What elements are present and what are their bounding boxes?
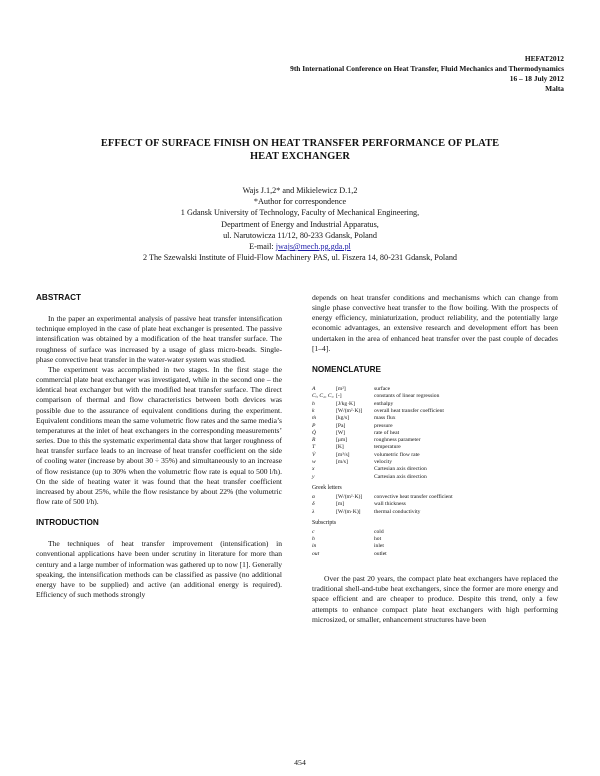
nomenclature-symbol: h [312,536,315,543]
nomenclature-symbol: y [312,473,315,480]
nomenclature-table [312,386,444,481]
nomenclature-unit: [W/(m²·K)] [336,407,363,414]
nomenclature-symbol: x [312,466,315,473]
nomenclature-unit: [m/s] [336,459,348,466]
nomenclature-row [312,423,444,430]
page-number: 454 [294,758,306,767]
nomenclature-description: thermal conductivity [374,508,421,515]
nomenclature-row [312,536,387,543]
nomenclature-row [312,529,387,536]
nomenclature-row [312,551,387,558]
nomenclature-row [312,401,444,408]
nomenclature-unit: [K] [336,444,344,451]
abstract-paragraph-2: The experiment was accomplished in two stages. In the first stage the commercial plate heat exchanger was investigated, while in the second one – the identical heat exchanger but with the modified heat transfer surface. The direct comparison of thermal and flow characteristics between both devices was possible due to the assurance of equivalent conditions during the experiment. Equivalent conditions mean the same volumetric flow rates and the same media’s temperatures at the inlet of heat exchangers in the corresponding measurements’ series. Due to this the systematic experimental data show that larger roughness of heat transfer surface leads to an increase of heat transfer coefficient on the side of cooling water (increase by about 30 ÷ 35%) and simultaneously to an increase of flow resistance (up to 30% when the volumetric flow rate is equal to 500 l/h). On the side of heating water it was found that the heat transfer coefficient increased by about 25%, while the flow resistance by about 22% (the volumetric flow rate of 500 l/h). [36,364,282,506]
left-column [36,293,282,600]
nomenclature-symbol: α [312,493,315,500]
nomenclature-unit [336,543,374,550]
nomenclature-symbol: V̇ [312,451,316,458]
nomenclature-symbol: c [312,528,315,535]
nomenclature-symbol: λ [312,508,315,515]
nomenclature-row [312,430,444,437]
nomenclature-row [312,393,444,400]
nomenclature-unit: [Pa] [336,422,346,429]
nomenclature-unit [336,466,374,473]
nomenclature-unit: [m²] [336,386,346,393]
affiliation-1: 1 Gdansk University of Technology, Faculty of Mechanical Engineering, [180,208,420,218]
nomenclature-symbol: k [312,407,315,414]
nomenclature-row [312,474,444,481]
nomenclature-description: roughness parameter [374,437,421,444]
conference-name: 9th International Conference on Heat Transfer, Fluid Mechanics and Thermodynamics [290,64,564,73]
nomenclature-description: rate of heat [374,429,400,436]
greek-letters-heading: Greek letters [312,484,342,491]
nomenclature-description: mass flux [374,415,396,422]
nomenclature-symbol: Q̇ [312,429,317,436]
nomenclature-unit: [μm] [336,437,348,444]
nomenclature-unit: [m] [336,501,345,508]
abstract-heading: ABSTRACT [36,293,82,302]
nomenclature-symbol: in [312,543,317,550]
nomenclature-unit [336,536,374,543]
nomenclature-description: enthalpy [374,400,394,407]
nomenclature-description: convective heat transfer coefficient [374,493,453,500]
nomenclature-unit [336,474,374,481]
author-block [60,185,540,263]
nomenclature-description: Cartesian axis direction [374,466,427,473]
conference-header [290,54,564,94]
abstract-paragraph-1: In the paper an experimental analysis of passive heat transfer intensification technique employed in the case of plate heat exchanger is presented. The passive intensification was obtained by a modification of the heat transfer surface. The roughness of surface was increased by a usage of glass micro-beads. Single-phase convective heat transfer in the water-water system was studied. [36,314,282,364]
nomenclature-unit: [W/(m·K)] [336,508,361,515]
nomenclature-unit: [W/(m²·K)] [336,493,363,500]
paper-title [60,137,540,163]
nomenclature-unit: [J/kg·K] [336,400,355,407]
conference-code: HEFAT2012 [524,54,564,63]
nomenclature-unit [336,551,374,558]
nomenclature-description: temperature [374,444,401,451]
nomenclature-row [312,459,444,466]
conference-location: Malta [545,84,564,93]
nomenclature-unit: [m³/s] [336,451,350,458]
nomenclature-symbol: Cᵢ, C₂, C₃ [312,393,334,400]
right-column [312,293,558,625]
nomenclature-description: overall heat transfer coefficient [374,407,444,414]
nomenclature-symbol: T [312,444,316,451]
nomenclature-symbol: R [312,437,316,444]
greek-letters-table [312,494,453,516]
nomenclature-unit: [kg/s] [336,415,350,422]
nomenclature-row [312,543,387,550]
nomenclature-symbol: P [312,422,316,429]
nomenclature-symbol: out [312,550,320,557]
correspondence-note: *Author for correspondence [253,197,347,207]
nomenclature-description: velocity [374,459,393,466]
affiliation-1-address: ul. Narutowicza 11/12, 80-233 Gdansk, Poland [223,230,377,240]
email-label: E-mail: [249,242,276,252]
nomenclature-symbol: A [312,386,316,393]
nomenclature-heading: NOMENCLATURE [312,364,381,374]
introduction-heading: INTRODUCTION [36,518,99,528]
nomenclature-description: volumetric flow rate [374,451,420,458]
affiliation-2: 2 The Szewalski Institute of Fluid-Flow Machinery PAS, ul. Fiszera 14, 80-231 Gdansk, Poland [142,253,458,263]
email-link[interactable]: jwajs@mech.pg.gda.pl [275,242,351,252]
email-line [60,241,540,252]
nomenclature-row [312,466,444,473]
nomenclature-unit: [-] [336,393,342,400]
nomenclature-description: wall thickness [374,501,406,508]
nomenclature-description: hot [374,536,382,543]
nomenclature-row [312,415,444,422]
nomenclature-description: cold [374,528,384,535]
nomenclature-symbol: δ [312,501,315,508]
subscripts-table [312,529,387,558]
introduction-paragraph-1: The techniques of heat transfer improvement (intensification) in conventional applications have been under scrutiny in literature for more than century and a large number of information was gathered up to now [1]. Generally speaking, the intensification methods can be classified as passive (no additional energy have to be supplied) and active (an additional energy is required). Efficiency of such methods strongly [36,539,282,600]
title-line-2: HEAT EXCHANGER [249,151,351,162]
nomenclature-row [312,494,453,501]
nomenclature-description: Cartesian axis direction [374,473,427,480]
conference-dates: 16 – 18 July 2012 [509,74,564,83]
nomenclature-description: surface [374,386,391,393]
nomenclature-symbol: w [312,459,316,466]
author-names: Wajs J.1,2* and Mikielewicz D.1,2 [242,186,358,195]
nomenclature-symbol: h [312,400,315,407]
nomenclature-symbol: ṁ [312,415,317,422]
nomenclature-description: pressure [374,422,393,429]
affiliation-1-department: Department of Energy and Industrial Apparatus, [221,219,379,229]
nomenclature-description: constants of linear regression [374,393,440,400]
nomenclature-row [312,437,444,444]
introduction-paragraph-2: Over the past 20 years, the compact plate heat exchangers have replaced the traditional shell-and-tube heat exchangers, since the former are more energy and space efficient and are cheaper to produce. Despite this trend, only a few attempts to enhance compact plate heat exchangers with high performing microsized, or smaller, enhancement structures have been [312,574,558,624]
nomenclature-row [312,509,453,516]
introduction-paragraph-1-continued: depends on heat transfer conditions and mechanisms which can change from single phase convective heat transfer to the flow boiling. With the prospects of energy efficiency, miniaturization, product reliability, and the potentially large economic advantages, an extensive research and development effort has been undertaken in the area of enhanced heat transfer over the past couple of decades [1–4]. [312,293,558,353]
nomenclature-unit [336,529,374,536]
nomenclature-unit: [W] [336,429,346,436]
nomenclature-row [312,452,444,459]
subscripts-heading: Subscripts [312,519,337,526]
nomenclature-description: inlet [374,543,384,550]
nomenclature-description: outlet [374,550,387,557]
nomenclature-row [312,444,444,451]
nomenclature-row [312,501,453,508]
title-line-1: EFFECT OF SURFACE FINISH ON HEAT TRANSFER PERFORMANCE OF PLATE [100,138,500,149]
